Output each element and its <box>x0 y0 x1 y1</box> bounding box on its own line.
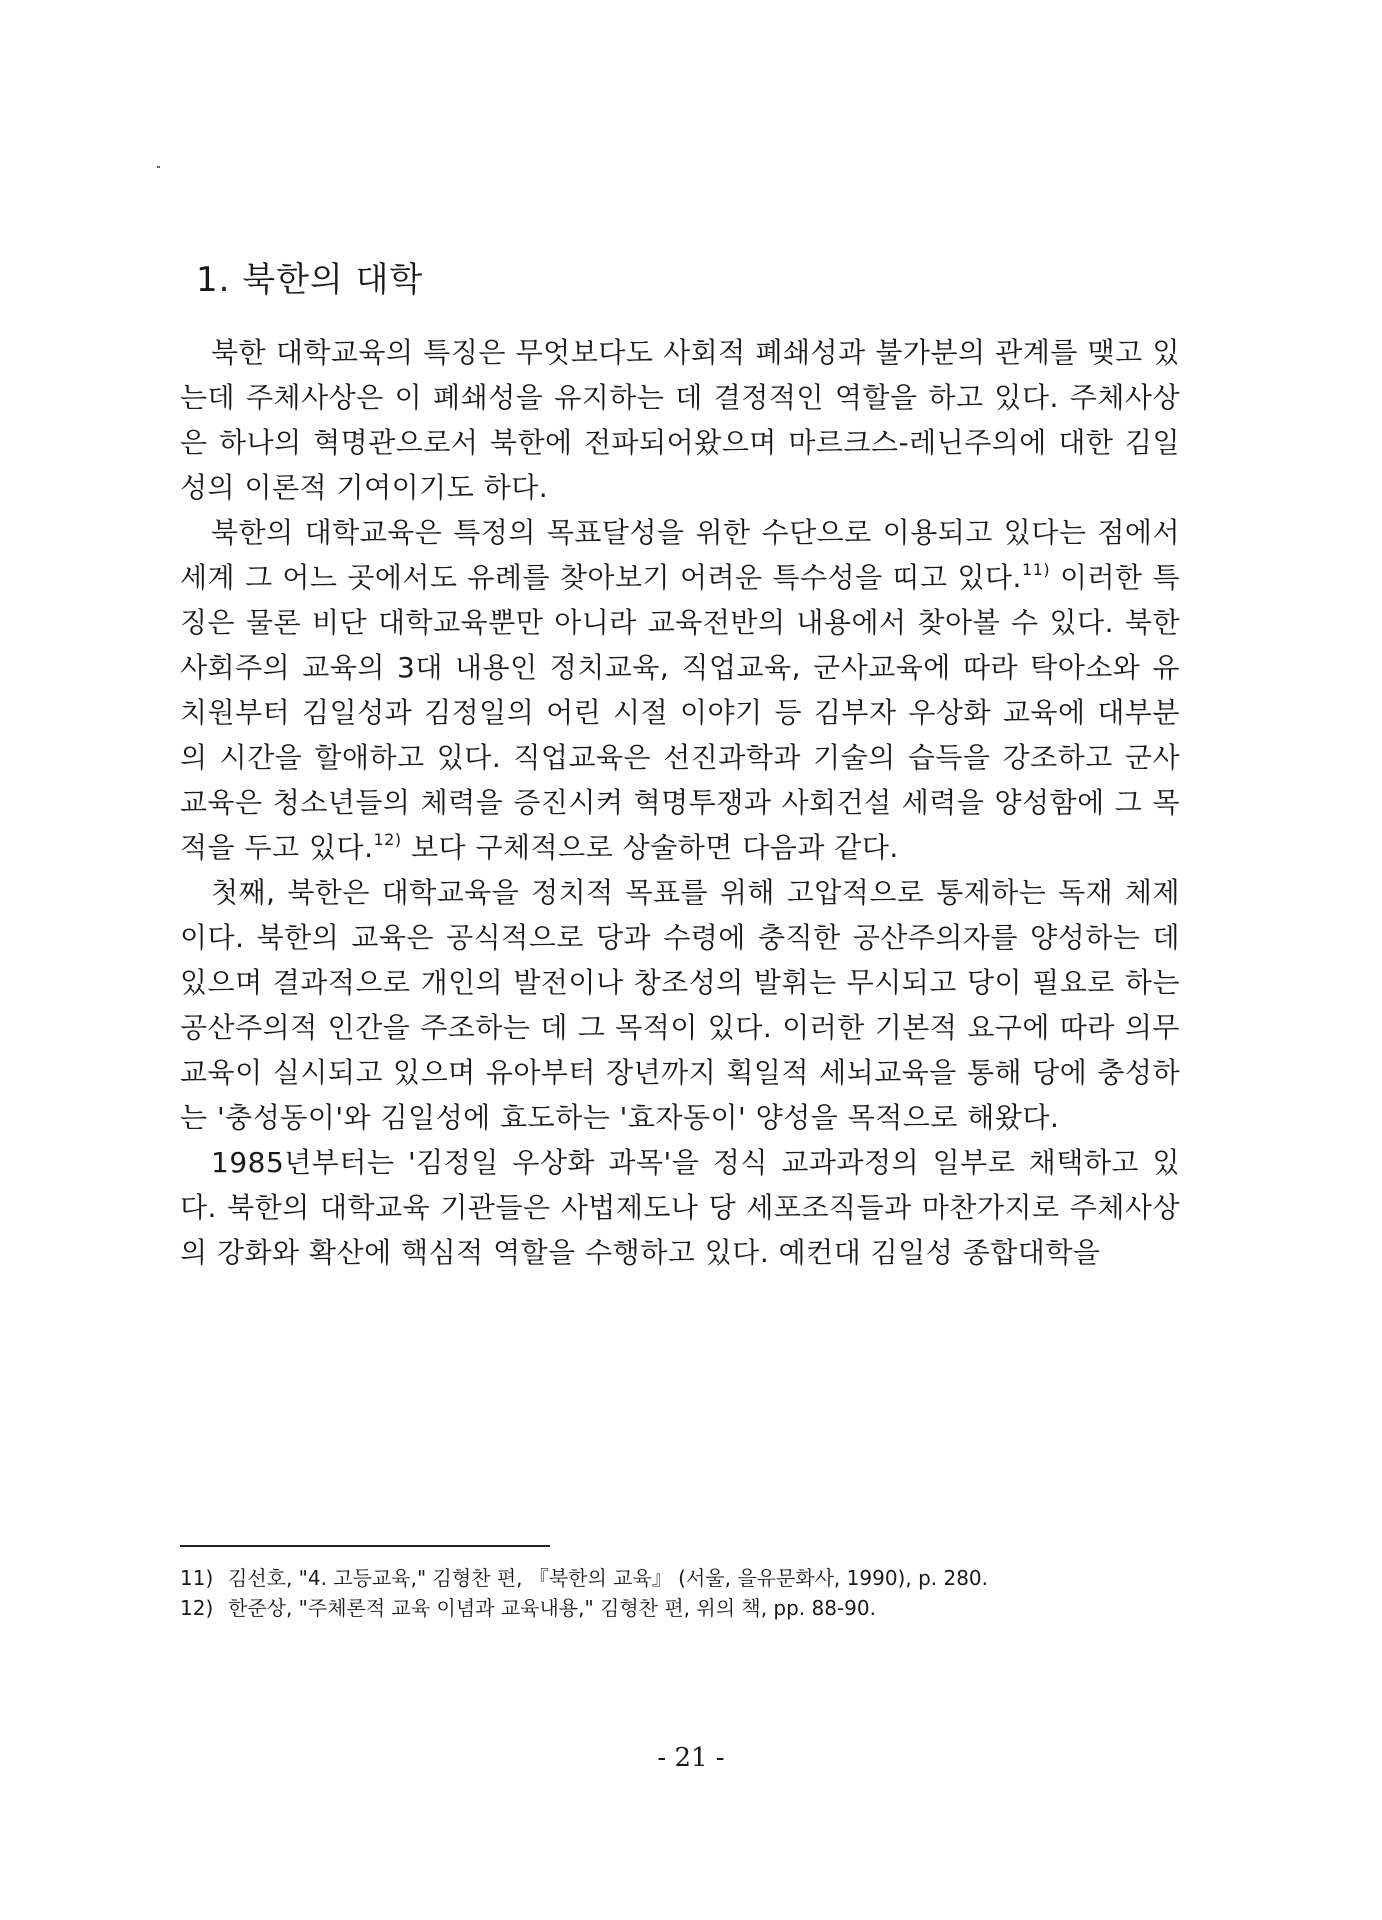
footnote-number: 11) <box>180 1566 214 1590</box>
footnote-divider <box>180 1545 550 1547</box>
section-title: 1. 북한의 대학 <box>196 260 424 300</box>
paragraph-4: 1985년부터는 '김정일 우상화 과목'을 정식 교과과정의 일부로 채택하고 있다. 북한의 대학교육 기관들은 사법제도나 당 세포조직들과 마찬가지로 주체사상의 강화와 확산에 핵심적 역할을 수행하고 있다. 예컨대 김일성 종합대학을 <box>180 1146 1180 1269</box>
footnote-ref-12: 12) <box>373 830 402 849</box>
paragraph-2 <box>180 510 1180 870</box>
page-number: - 21 - <box>657 1743 725 1773</box>
footnote-ref-11: 11) <box>1021 560 1051 579</box>
body-text <box>180 330 1180 1275</box>
footnote-text: 한준상, "주체론적 교육 이념과 교육내용," 김형찬 편, 위의 책, pp. 88-90. <box>228 1596 876 1620</box>
paragraph-2-part-b: 이러한 특징은 물론 비단 대학교육뿐만 아니라 교육전반의 내용에서 찾아볼 수 있다. 북한 사회주의 교육의 3대 내용인 정치교육, 직업교육, 군사교육에 따라 탁아소와 유치원부터 김일성과 김정일의 어린 시절 이야기 등 김부자 우상화 교육에 대부분의 시간을 할애하고 있다. 직업교육은 선진과학과 기술의 습득을 강조하고 군사교육은 청소년들의 체력을 증진시켜 혁명투쟁과 사회건설 세력을 양성함에 그 목적을 두고 있다. <box>180 561 1180 864</box>
paragraph-3: 첫째, 북한은 대학교육을 정치적 목표를 위해 고압적으로 통제하는 독재 체제이다. 북한의 교육은 공식적으로 당과 수령에 충직한 공산주의자를 양성하는 데 있으며 결과적으로 개인의 발전이나 창조성의 발휘는 무시되고 당이 필요로 하는 공산주의적 인간을 주조하는 데 그 목적이 있다. 이러한 기본적 요구에 따라 의무교육이 실시되고 있으며 유아부터 장년까지 획일적 세뇌교육을 통해 당에 충성하는 '충성동이'와 김일성에 효도하는 '효자동이' 양성을 목적으로 해왔다. <box>180 876 1180 1134</box>
footnote-number: 12) <box>180 1596 214 1620</box>
paragraph-2-part-c: 보다 구체적으로 상술하면 다음과 같다. <box>401 831 899 864</box>
footnotes <box>180 1563 1180 1623</box>
footnote-12 <box>180 1593 1180 1623</box>
footnote-11 <box>180 1563 1180 1593</box>
paragraph-1: 북한 대학교육의 특징은 무엇보다도 사회적 폐쇄성과 불가분의 관계를 맺고 있는데 주체사상은 이 폐쇄성을 유지하는 데 결정적인 역할을 하고 있다. 주체사상은 하나의 혁명관으로서 북한에 전파되어왔으며 마르크스-레닌주의에 대한 김일성의 이론적 기여이기도 하다. <box>180 336 1180 504</box>
paragraph-2-part-a: 북한의 대학교육은 특정의 목표달성을 위한 수단으로 이용되고 있다는 점에서 세계 그 어느 곳에서도 유례를 찾아보기 어려운 특수성을 띠고 있다. <box>180 516 1180 594</box>
footnote-text: 김선호, "4. 고등교육," 김형찬 편, 『북한의 교육』 (서울, 을유문화사, 1990), p. 280. <box>228 1566 989 1590</box>
scan-speck <box>157 166 160 168</box>
